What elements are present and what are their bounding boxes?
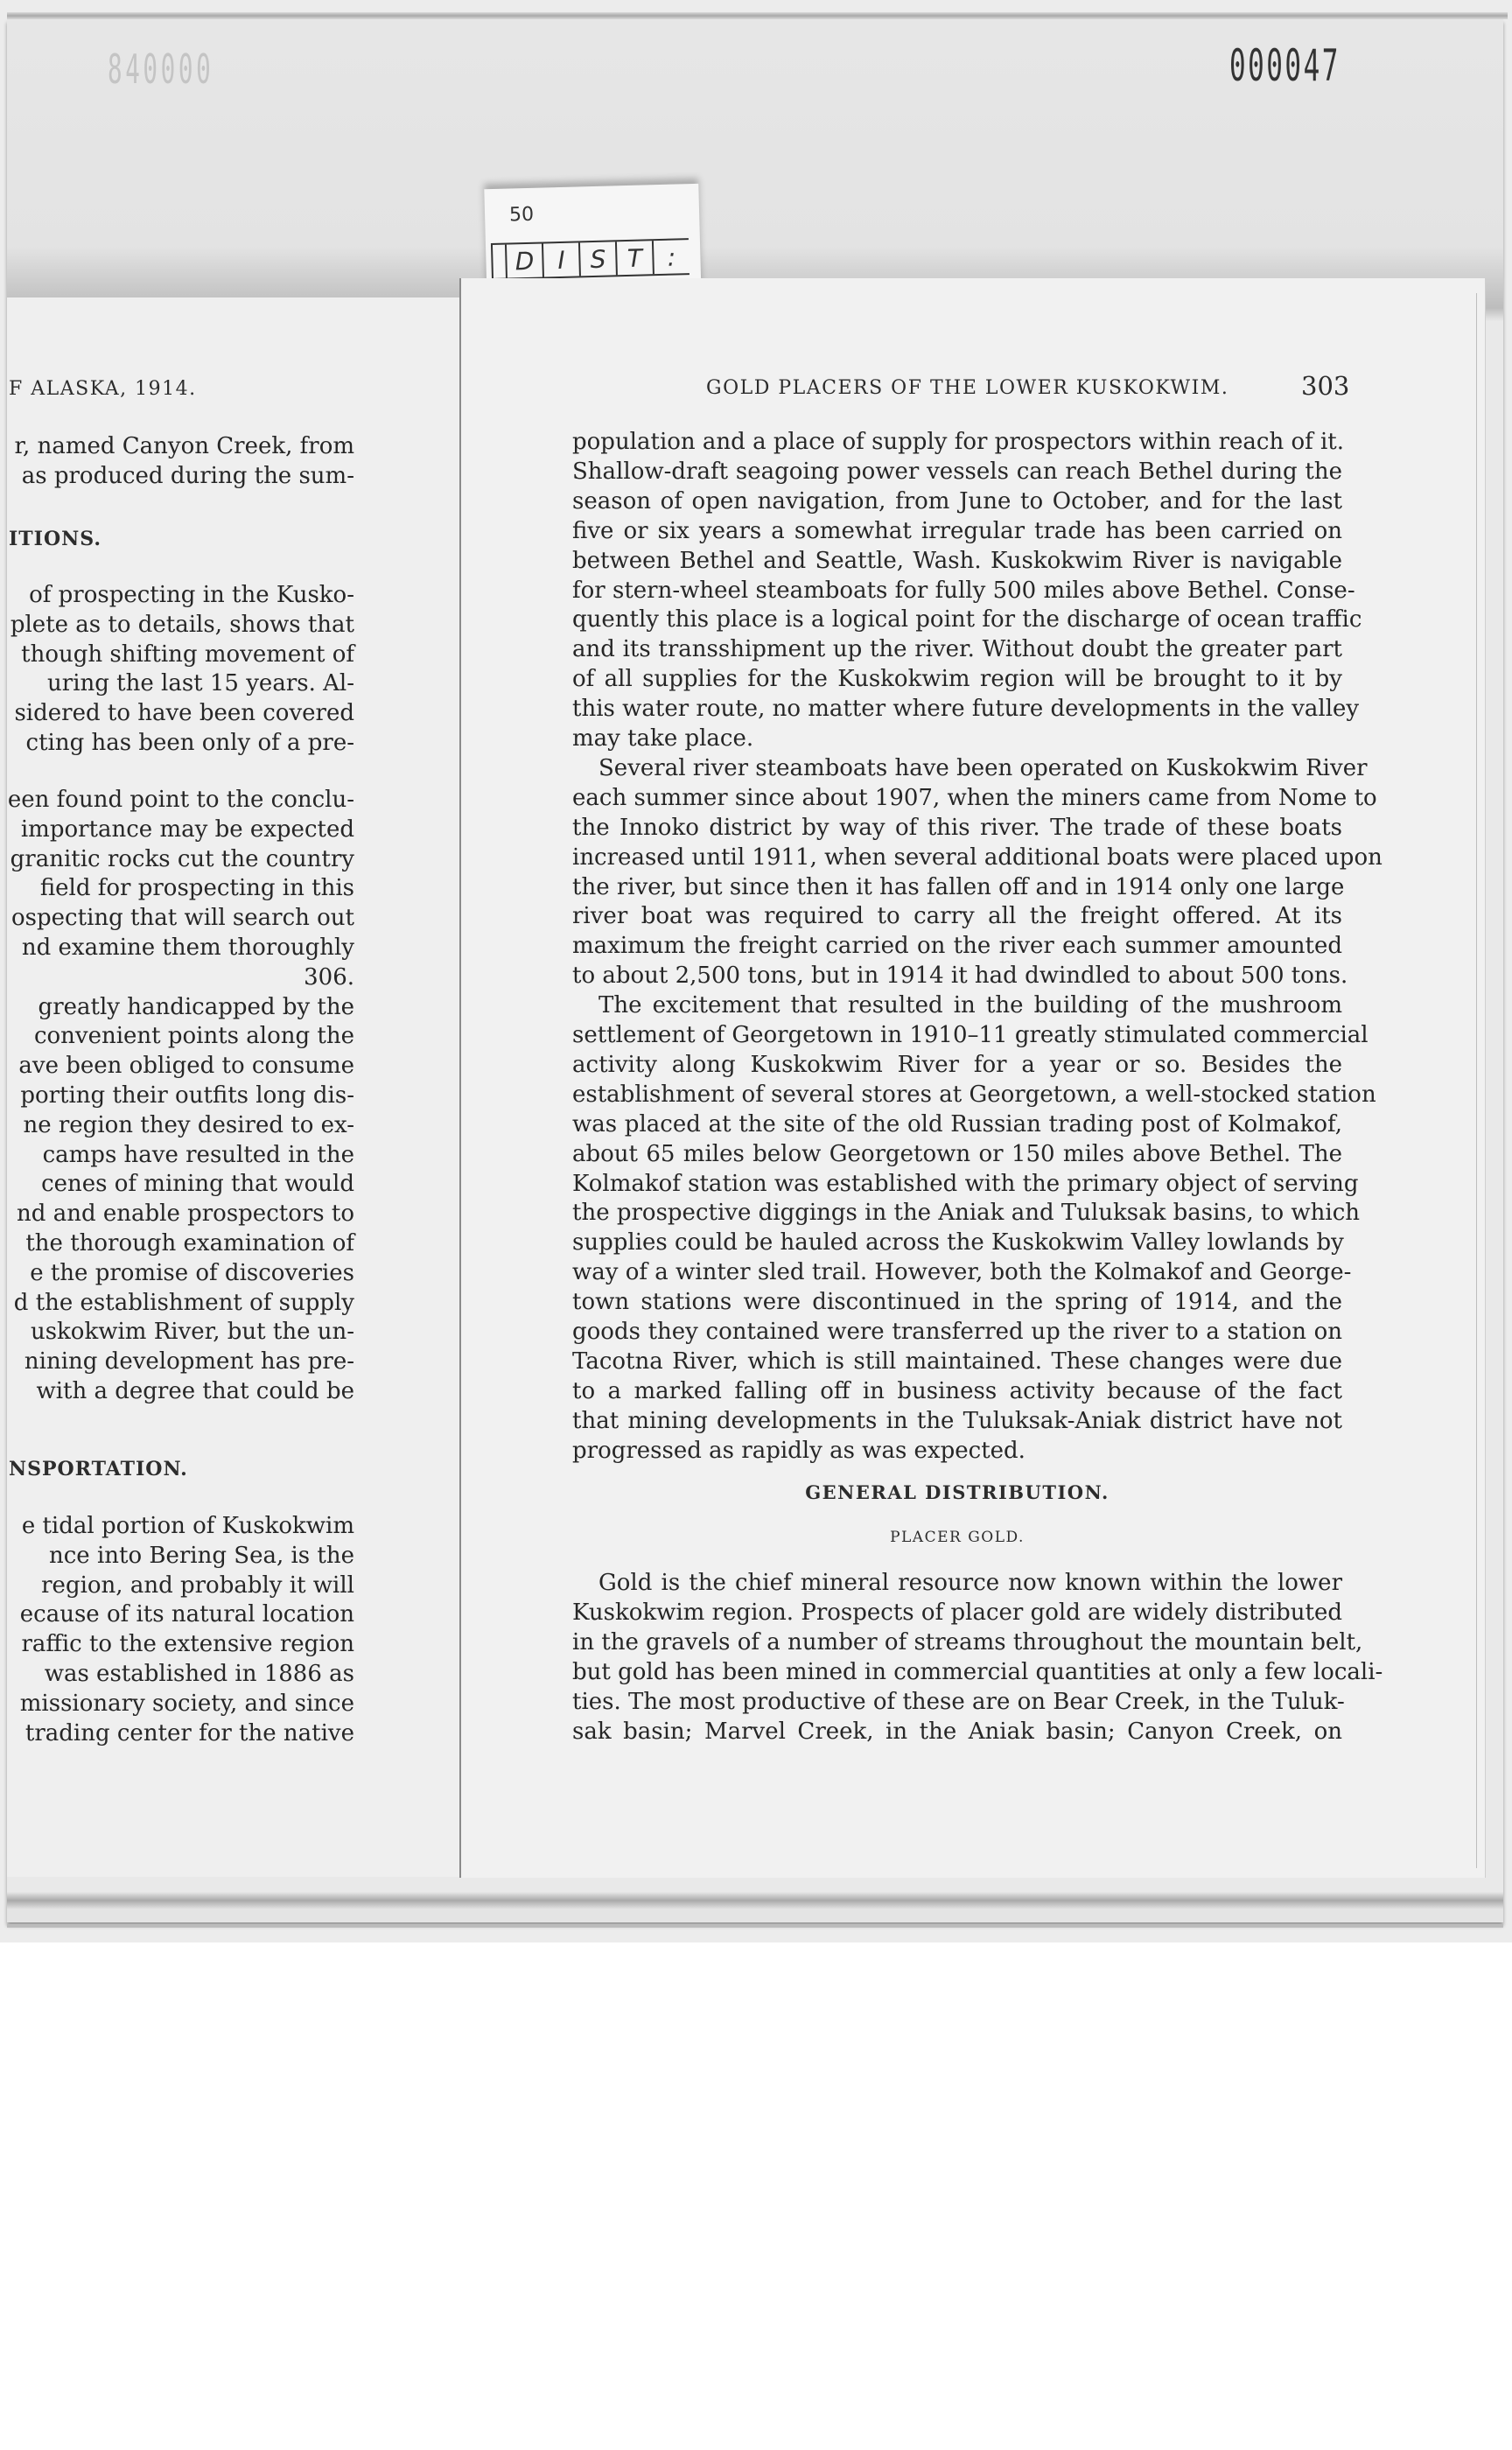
- text-line: to about 2,500 tons, but in 1914 it had dwindled to about 500 tons.: [572, 962, 1348, 990]
- text-line: Several river steamboats have been operated on Kuskokwim River: [598, 754, 1368, 781]
- text-line: five or six years a somewhat irregular trade has been carried on: [572, 517, 1342, 544]
- text-line: though shifting movement of: [21, 640, 354, 668]
- text-line: greatly handicapped by the: [38, 993, 354, 1020]
- text-line: nining development has pre-: [24, 1348, 354, 1376]
- text-line: field for prospecting in this: [39, 875, 354, 902]
- text-line: ties. The most productive of these are on Bear Creek, in the Tuluk-: [572, 1688, 1345, 1715]
- text-line: sak basin; Marvel Creek, in the Aniak basin; Canyon Creek, on: [572, 1718, 1342, 1745]
- text-line: and its transshipment up the river. Without doubt the greater part: [572, 636, 1342, 663]
- text-line: ecause of its natural location: [19, 1601, 354, 1628]
- text-line: to a marked falling off in business activity because of the fact: [572, 1377, 1342, 1404]
- text-line: Kuskokwim region. Prospects of placer gold are widely distributed: [572, 1599, 1342, 1626]
- text-line: that mining developments in the Tuluksak-Aniak district have not: [572, 1407, 1342, 1434]
- bates-stamp: 000047: [1229, 40, 1340, 91]
- text-line: plete as to details, shows that: [10, 611, 354, 638]
- page-number: 303: [1301, 371, 1350, 401]
- text-line: e tidal portion of Kuskokwim: [21, 1513, 354, 1539]
- text-line: of prospecting in the Kusko-: [29, 582, 354, 608]
- text-line: town stations were discontinued in the spring of 1914, and the: [572, 1289, 1342, 1316]
- text-line: may take place.: [572, 725, 754, 752]
- text-line: increased until 1911, when several additional boats were placed upon: [572, 844, 1382, 871]
- tab-box: D: [505, 244, 542, 278]
- text-line: camps have resulted in the: [42, 1141, 354, 1168]
- text-line: trading center for the native: [24, 1719, 354, 1746]
- left-page: [7, 298, 459, 1877]
- text-line: Shallow-draft seagoing power vessels can reach Bethel during the: [572, 458, 1342, 485]
- text-line: goods they contained were transferred up the river to a station on: [572, 1319, 1342, 1345]
- text-line: maximum the freight carried on the river each summer amounted: [572, 933, 1342, 960]
- text-line: way of a winter sled trail. However, both the Kolmakof and George-: [572, 1259, 1352, 1286]
- text-line: quently this place is a logical point for the discharge of ocean traffic: [572, 606, 1362, 634]
- text-line: for stern-wheel steamboats for fully 500 miles above Bethel. Conse-: [572, 577, 1355, 604]
- text-line: nce into Bering Sea, is the: [48, 1542, 354, 1569]
- text-line: r, named Canyon Creek, from: [14, 433, 354, 459]
- text-line: uring the last 15 years. Al-: [47, 670, 354, 697]
- text-line: the river, but since then it has fallen off and in 1914 only one large: [572, 873, 1345, 900]
- text-line: between Bethel and Seattle, Wash. Kuskokwim River is navigable: [572, 547, 1342, 574]
- text-line: The excitement that resulted in the building of the mushroom: [598, 992, 1342, 1019]
- text-line: river boat was required to carry all the freight offered. At its: [572, 903, 1342, 930]
- tab-box: I: [542, 242, 579, 276]
- running-head: F ALASKA, 1914.: [9, 378, 197, 400]
- text-line: region, and probably it will: [41, 1572, 354, 1599]
- text-line: d the establishment of supply: [13, 1289, 354, 1316]
- text-line: nd and enable prospectors to: [17, 1200, 354, 1228]
- tab-label-boxes: [491, 238, 690, 280]
- text-line: establishment of several stores at Georgetown, a well-stocked station: [572, 1081, 1376, 1108]
- bleed-through-stamp: 840000: [108, 46, 214, 93]
- text-line: cenes of mining that would: [41, 1171, 354, 1198]
- text-line: each summer since about 1907, when the miners came from Nome to: [572, 784, 1377, 811]
- text-line: importance may be expected: [20, 816, 354, 843]
- right-page: [459, 278, 1485, 1878]
- text-line: the Innoko district by way of this river. The trade of these boats: [572, 814, 1342, 841]
- subsection-heading: PLACER GOLD.: [890, 1529, 1025, 1546]
- text-line: nd examine them thoroughly: [21, 934, 354, 961]
- section-heading: ITIONS.: [9, 528, 102, 550]
- text-line: sidered to have been covered: [14, 700, 354, 727]
- section-heading: NSPORTATION.: [9, 1458, 188, 1480]
- text-line: porting their outfits long dis-: [20, 1082, 354, 1109]
- text-line: supplies could be hauled across the Kuskokwim Valley lowlands by: [572, 1229, 1344, 1256]
- text-line: as produced during the sum-: [21, 462, 354, 489]
- tab-box: [491, 245, 506, 278]
- scan-top-edge: [7, 12, 1508, 19]
- text-line: was established in 1886 as: [44, 1661, 354, 1687]
- tab-box: S: [578, 242, 616, 276]
- text-line: season of open navigation, from June to October, and for the last: [572, 487, 1342, 514]
- text-line: the thorough examination of: [25, 1230, 354, 1256]
- text-line: uskokwim River, but the un-: [30, 1319, 354, 1346]
- text-line: cting has been only of a pre-: [25, 730, 354, 756]
- text-line: progressed as rapidly as was expected.: [572, 1437, 1026, 1464]
- text-line: missionary society, and since: [19, 1690, 354, 1717]
- text-line: Tacotna River, which is still maintained. These changes were due: [572, 1348, 1342, 1375]
- text-line: was placed at the site of the old Russian trading post of Kolmakof,: [572, 1110, 1342, 1138]
- tab-box: T: [615, 241, 653, 275]
- running-head: GOLD PLACERS OF THE LOWER KUSKOKWIM.: [706, 377, 1229, 399]
- text-line: about 65 miles below Georgetown or 150 miles above Bethel. The: [572, 1140, 1342, 1167]
- text-line: population and a place of supply for prospectors within reach of it.: [572, 429, 1345, 455]
- text-line: 306.: [304, 963, 354, 990]
- text-line: this water route, no matter where future developments in the valley: [572, 696, 1360, 723]
- text-line: ospecting that will search out: [11, 905, 354, 932]
- text-line: of all supplies for the Kuskokwim region will be brought to it by: [572, 666, 1342, 693]
- text-line: in the gravels of a number of streams throughout the mountain belt,: [572, 1628, 1363, 1656]
- tab-box: :: [652, 240, 690, 274]
- text-line: the prospective diggings in the Aniak and Tuluksak basins, to which: [572, 1200, 1361, 1227]
- text-line: Kolmakof station was established with the primary object of serving: [572, 1170, 1359, 1197]
- text-line: convenient points along the: [33, 1023, 354, 1050]
- section-heading: GENERAL DISTRIBUTION.: [805, 1481, 1110, 1503]
- text-line: ave been obliged to consume: [18, 1053, 354, 1080]
- tab-label-number: 50: [508, 203, 535, 227]
- text-line: e the promise of discoveries: [30, 1259, 354, 1286]
- text-line: activity along Kuskokwim River for a year or so. Besides the: [572, 1051, 1342, 1078]
- text-line: with a degree that could be: [36, 1378, 354, 1404]
- text-line: Gold is the chief mineral resource now known within the lower: [598, 1570, 1342, 1596]
- text-line: raffic to the extensive region: [21, 1631, 354, 1658]
- page-edge: [1476, 293, 1477, 1868]
- text-line: granitic rocks cut the country: [10, 845, 354, 872]
- text-line: settlement of Georgetown in 1910–11 greatly stimulated commercial: [572, 1022, 1368, 1048]
- text-line: een found point to the conclu-: [7, 787, 354, 813]
- text-line: but gold has been mined in commercial quantities at only a few locali-: [572, 1658, 1383, 1685]
- text-line: ne region they desired to ex-: [23, 1111, 354, 1138]
